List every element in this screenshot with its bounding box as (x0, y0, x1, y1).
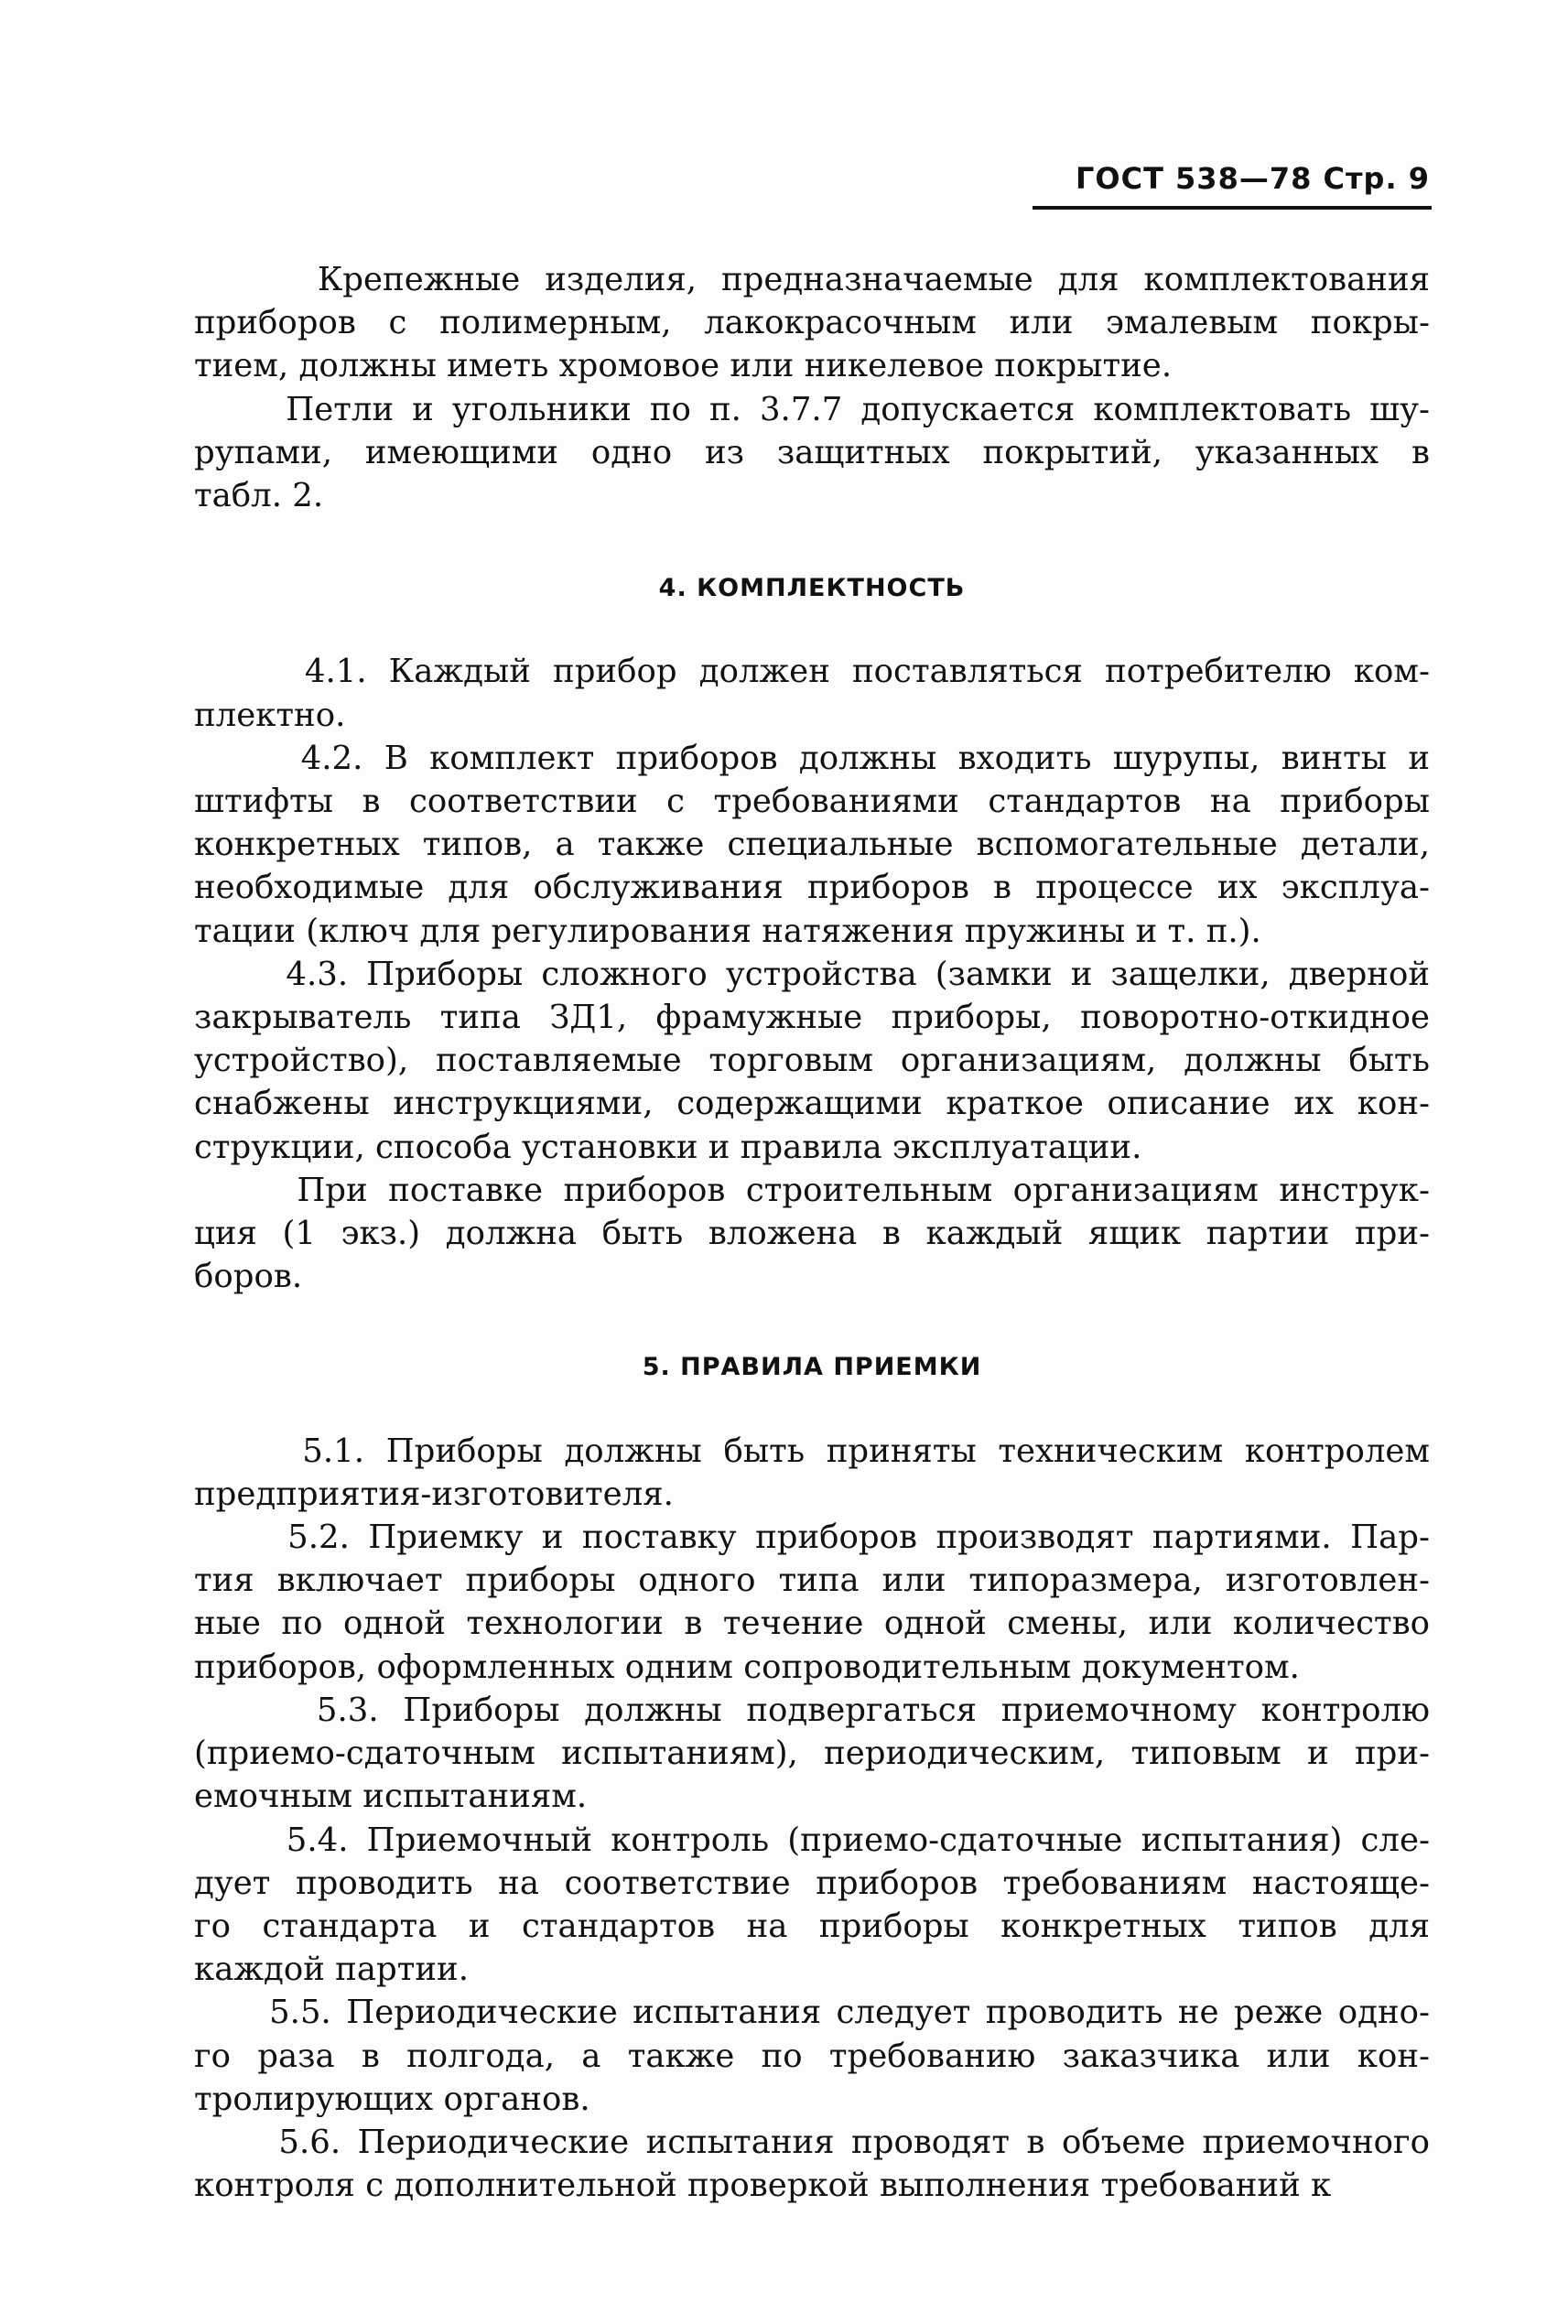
text-line: 5.1. Приборы должны быть приняты техническим контролем (194, 1432, 1430, 1470)
section-5-paragraph (194, 2121, 1430, 2207)
page-header: ГОСТ 538—78 Стр. 9 (1075, 161, 1430, 196)
text-line: дует проводить на соответствие приборов требованиям настояще- (194, 1864, 1430, 1902)
text-line: плектно. (194, 696, 346, 734)
text-line: При поставке приборов строительным организациям инструк- (194, 1171, 1430, 1209)
section-5-paragraphs (194, 1430, 1430, 2208)
text-line: 5.6. Периодические испытания проводят в объеме приемочного (194, 2123, 1430, 2161)
section-4-paragraphs (194, 650, 1430, 1298)
text-line: приборов, оформленных одним сопроводительным документом. (194, 1648, 1300, 1686)
text-line: рупами, имеющими одно из защитных покрытий, указанных в (194, 433, 1430, 471)
text-line: снабжены инструкциями, содержащими краткое описание их кон- (194, 1085, 1430, 1123)
text-line: штифты в соответствии с требованиями стандартов на приборы (194, 783, 1430, 821)
section-5-paragraph (194, 1430, 1430, 1516)
text-line: контроля с дополнительной проверкой выполнения требований к (194, 2167, 1332, 2205)
text-line: тролирующих органов. (194, 2080, 590, 2118)
text-line: тием, должны иметь хромовое или никелевое покрытие. (194, 347, 1173, 385)
text-line: струкции, способа установки и правила эксплуатации. (194, 1128, 1142, 1166)
section-4-paragraph (194, 953, 1430, 1169)
text-line: боров. (194, 1258, 303, 1296)
text-line: Крепежные изделия, предназначаемые для комплектования (194, 261, 1430, 298)
section-4-title: 4. КОМПЛЕКТНОСТЬ (658, 574, 966, 603)
text-line: го раза в полгода, а также по требованию заказчика или кон- (194, 2037, 1430, 2075)
text-line: устройство), поставляемые торговым организациям, должны быть (194, 1042, 1430, 1080)
text-line: необходимые для обслуживания приборов в процессе их эксплуа- (194, 869, 1430, 907)
text-line: тия включает приборы одного типа или типоразмера, изготовлен- (194, 1562, 1430, 1600)
text-line: конкретных типов, а также специальные вспомогательные детали, (194, 826, 1430, 864)
section-4-paragraph (194, 650, 1430, 736)
text-line: 5.2. Приемку и поставку приборов производят партиями. Пар- (194, 1519, 1430, 1557)
section-4-paragraph (194, 1169, 1430, 1299)
text-line: 5.4. Приемочный контроль (приемо-сдаточные испытания) сле- (194, 1821, 1430, 1859)
text-line: закрыватель типа ЗД1, фрамужные приборы, поворотно-откидное (194, 999, 1430, 1037)
text-line: го стандарта и стандартов на приборы конкретных типов для (194, 1907, 1430, 1945)
section-5-paragraph (194, 1991, 1430, 2121)
text-line: Петли и угольники по п. 3.7.7 допускается комплектовать шу- (194, 390, 1430, 428)
text-line: ные по одной технологии в течение одной смены, или количество (194, 1605, 1430, 1643)
text-line: ция (1 экз.) должна быть вложена в каждый ящик партии при- (194, 1215, 1430, 1253)
document-body (194, 258, 1430, 2207)
text-line: 4.3. Приборы сложного устройства (замки и защелки, дверной (194, 955, 1430, 993)
text-line: 4.2. В комплект приборов должны входить шурупы, винты и (194, 739, 1430, 777)
text-line: тации (ключ для регулирования натяжения пружины и т. п.). (194, 912, 1261, 950)
text-line: табл. 2. (194, 477, 324, 515)
text-line: приборов с полимерным, лакокрасочным или эмалевым покры- (194, 304, 1430, 342)
text-line: емочным испытаниям. (194, 1778, 588, 1816)
section-5-title: 5. ПРАВИЛА ПРИЕМКИ (642, 1353, 982, 1382)
text-line: (приемо-сдаточным испытаниям), периодическим, типовым и при- (194, 1735, 1430, 1773)
intro-paragraph (194, 258, 1430, 388)
section-5-paragraph (194, 1819, 1430, 1992)
intro-paragraph (194, 388, 1430, 518)
section-5-paragraph (194, 1689, 1430, 1819)
header-rule (1033, 206, 1432, 210)
text-line: каждой партии. (194, 1951, 469, 1989)
section-4-paragraph (194, 737, 1430, 953)
text-line: 4.1. Каждый прибор должен поставляться потребителю ком- (194, 653, 1430, 691)
text-line: предприятия-изготовителя. (194, 1475, 674, 1513)
text-line: 5.3. Приборы должны подвергаться приемочному контролю (194, 1691, 1430, 1729)
intro-paragraphs (194, 258, 1430, 517)
text-line: 5.5. Периодические испытания следует проводить не реже одно- (194, 1994, 1430, 2032)
section-5-paragraph (194, 1516, 1430, 1689)
